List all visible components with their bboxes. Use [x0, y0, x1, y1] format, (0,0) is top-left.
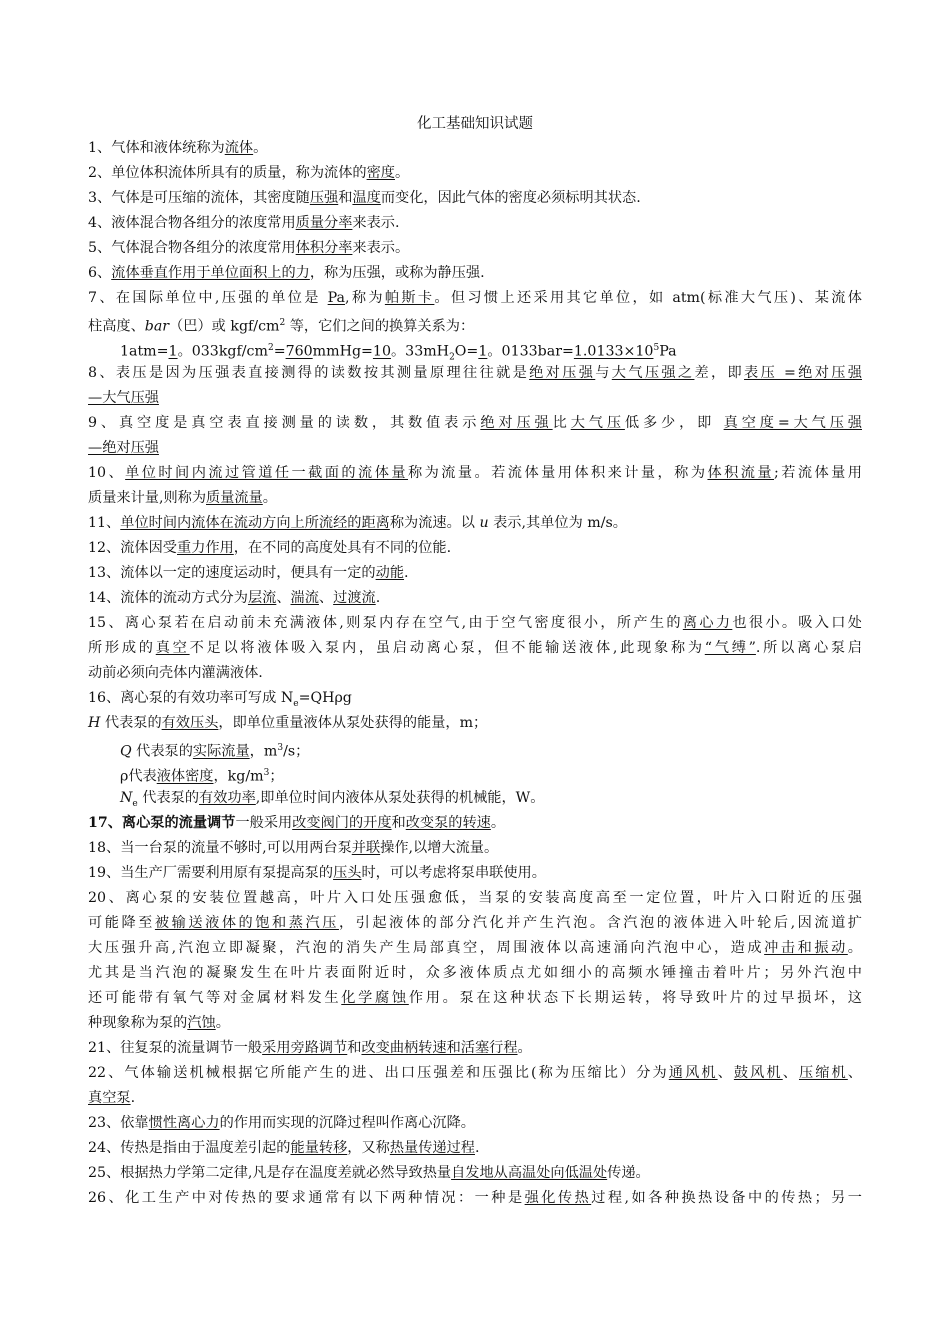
answer-blank-text: 质量流量 — [206, 490, 263, 506]
text-line — [88, 461, 862, 486]
text-span: 2、单位体积流体所具有的质量，称为流体的 — [88, 165, 367, 181]
text-span: 、 — [782, 1065, 799, 1081]
text-span: ，在不同的高度处具有不同的位能. — [233, 540, 452, 556]
text-line — [88, 1086, 862, 1111]
text-span: 。 — [215, 1015, 230, 1031]
text-span: .所以离心泵启 — [755, 640, 862, 656]
text-span: = — [273, 343, 286, 360]
text-span: 和 — [338, 190, 353, 206]
text-span: 2 — [267, 343, 274, 353]
text-line — [88, 886, 862, 911]
answer-blank-text: 真空泵 — [88, 1090, 131, 1106]
text-span: . — [474, 1140, 480, 1156]
text-span: 21、往复泵的流量调节一般 — [88, 1040, 263, 1056]
text-span: 、 — [318, 590, 334, 606]
text-span: 17、离心泵的流量调节 — [88, 815, 236, 831]
text-line — [88, 261, 862, 286]
text-line — [88, 761, 862, 786]
answer-blank-text: 改变泵的转速 — [405, 815, 491, 831]
text-span: 14、流体的流动方式分为 — [88, 590, 248, 606]
text-span: 、 — [847, 1065, 862, 1081]
text-span: ，引起液体的部分汽化并产生汽泡。含汽泡的液体进入叶轮后,因流道扩 — [338, 915, 862, 931]
answer-blank-text: 温度 — [352, 190, 381, 206]
text-line — [88, 1036, 862, 1061]
text-span: 2 — [449, 352, 455, 363]
text-span: e — [293, 698, 299, 709]
text-span: . — [130, 1090, 136, 1106]
text-span: ； — [269, 768, 284, 785]
answer-blank-text: 自发地从高温处向低温处 — [451, 1165, 608, 1181]
text-span: ，又称 — [347, 1140, 390, 1156]
text-line — [88, 736, 862, 761]
answer-blank-text: 冲击和振动 — [764, 940, 848, 956]
answer-blank-text: 并联 — [351, 840, 381, 856]
text-span: 质量来计量,则称为 — [88, 490, 207, 506]
text-span: ρ代表 — [120, 768, 157, 785]
text-line — [88, 1011, 862, 1036]
answer-blank-text: 压缩机 — [798, 1065, 848, 1081]
text-line — [88, 911, 862, 936]
text-span: 26、化工生产中对传热的要求通常有以下两种情况：一种是 — [88, 1190, 525, 1206]
text-span: 。 — [847, 940, 862, 956]
text-span: 3 — [277, 743, 284, 753]
text-line — [88, 786, 862, 811]
text-span: 动前必须向壳体内灌满液体. — [88, 665, 263, 681]
answer-blank-text: 液体密度 — [156, 768, 214, 785]
text-span: =QHρg — [298, 690, 352, 706]
answer-blank-text: 表压 =绝对压强 — [744, 365, 862, 381]
text-span: 柱高度、 — [88, 318, 145, 335]
text-span: /s； — [283, 743, 310, 760]
text-span: 所形成的 — [88, 640, 156, 656]
text-span: 低多少，即 — [624, 415, 724, 431]
answer-blank-text: 有效压头 — [161, 715, 219, 731]
answer-blank-text: 层流 — [247, 590, 277, 606]
text-span: 。 — [394, 165, 410, 181]
text-line — [88, 636, 862, 661]
text-line — [88, 711, 862, 736]
text-span: 还可能带有氧气等对金属材料发生 — [88, 990, 342, 1006]
text-span: 7、在国际单位中,压强的单位是 — [88, 290, 328, 306]
answer-blank-text: 760 — [285, 343, 313, 360]
answer-blank-text: 有效功率 — [199, 790, 256, 806]
text-line — [88, 661, 862, 686]
answer-blank-text: 真空 — [155, 640, 190, 656]
answer-blank-text: 质量分率 — [295, 215, 353, 231]
text-line — [88, 611, 862, 636]
text-span: e — [132, 798, 138, 809]
text-span: 大压强升高,汽泡立即凝聚，汽泡的消失产生局部真空，周围液体以高速涌向汽泡中心，造成 — [88, 940, 765, 956]
text-span: 代表泵的 — [137, 790, 200, 806]
text-span: 表示,其单位为 m/s。 — [488, 515, 627, 531]
text-span: 。 — [490, 815, 506, 831]
text-span: 操作,以增大流量。 — [380, 840, 499, 856]
text-line — [88, 686, 862, 711]
text-span: 、 — [717, 1065, 734, 1081]
text-line — [88, 1061, 862, 1086]
answer-blank-text: —大气压强 — [88, 390, 159, 406]
text-span: ,即单位时间内液体从泵处获得的机械能，W。 — [255, 790, 545, 806]
text-line — [88, 186, 862, 211]
answer-blank-text: —绝对压强 — [88, 440, 159, 456]
answer-blank-text: 改变曲柄转速和活塞行程 — [361, 1040, 518, 1056]
answer-blank-text: 强化传热 — [524, 1190, 592, 1206]
text-span: . — [375, 590, 381, 606]
text-span: 。但习惯上还采用其它单位，如 atm(标准大气压)、某流体 — [434, 290, 862, 306]
answer-blank-text: 鼓风机 — [733, 1065, 783, 1081]
text-span: 25、根据热力学第二定律,凡是存在温度差就必然导致热量 — [88, 1165, 452, 1181]
text-span: 和 — [391, 815, 406, 831]
text-span: 传递。 — [607, 1165, 650, 1181]
text-line — [88, 1161, 862, 1186]
answer-blank-text: 1.0133×10 — [573, 343, 654, 360]
answer-blank-text: 体积分率 — [295, 240, 353, 256]
text-span: （巴）或 kgf/cm — [169, 318, 280, 335]
answer-blank-text: 惯性离心力 — [148, 1115, 220, 1131]
text-span: 15、离心泵若在启动前未充满液体,则泵内存在空气,由于空气密度很小，所产生的 — [88, 615, 683, 631]
text-span: 16、离心泵的有效功率可写成 N — [88, 690, 294, 706]
text-span: 作用。泵在这种状态下长期运转，将导致叶片的过早损坏，这 — [408, 990, 862, 1006]
answer-blank-text: 绝对压强 — [480, 415, 553, 431]
answer-blank-text: 湍流 — [290, 590, 319, 606]
text-line — [88, 161, 862, 186]
text-span: 种现象称为泵的 — [88, 1015, 188, 1031]
text-span: 与 — [595, 365, 612, 381]
answer-blank-text: 1 — [478, 343, 488, 360]
answer-blank-text: 大气压 — [570, 415, 625, 431]
text-span: ，称为压强，或称为静压强. — [309, 265, 485, 281]
text-span: 时，可以考虑将泵串联使用。 — [361, 865, 546, 881]
answer-blank-text: 能量转移 — [290, 1140, 348, 1156]
text-line — [88, 511, 862, 536]
text-span: 2 — [279, 318, 286, 328]
text-span: . — [404, 565, 409, 581]
text-line — [88, 236, 862, 261]
text-line — [88, 286, 862, 311]
text-span: 。0133bar= — [487, 343, 574, 360]
text-span: 的作用而实现的沉降过程叫作离心沉降。 — [219, 1115, 475, 1131]
text-span: 11、 — [88, 515, 121, 531]
text-span: ，即单位重量液体从泵处获得的能量，m； — [218, 715, 488, 731]
text-span: 也很小。吸入口处 — [732, 615, 862, 631]
answer-blank-text: 单位时间内流体在流动方向上所流经的距离 — [120, 515, 390, 531]
answer-blank-text: 体积流量 — [707, 465, 775, 481]
text-span: 代表泵的 — [131, 743, 193, 760]
text-span: 22、气体输送机械根据它所能产生的进、出口压强差和压强比(称为压缩比）分为 — [88, 1065, 669, 1081]
text-span: 。 — [253, 140, 268, 156]
text-line — [88, 986, 862, 1011]
answer-blank-text: 实际流量 — [192, 743, 250, 760]
text-span: ，kg/m — [213, 768, 264, 785]
answer-blank-text: 动能 — [375, 565, 405, 581]
text-span: 和 — [347, 1040, 362, 1056]
answer-blank-text: 1 — [168, 343, 178, 360]
text-line — [88, 336, 862, 361]
document-title: 化工基础知识试题 — [417, 116, 533, 132]
text-span: 5、气体混合物各组分的浓度常用 — [88, 240, 296, 256]
answer-blank-text: 过渡流 — [333, 590, 376, 606]
answer-blank-text: 绝对压强 — [529, 365, 596, 381]
text-span: u — [479, 515, 489, 531]
text-span: ，m — [249, 743, 278, 760]
answer-blank-text: 采用旁路调节 — [262, 1040, 348, 1056]
text-span: 12、流体因受 — [88, 540, 177, 556]
text-span: 3 — [263, 768, 270, 778]
text-line — [88, 586, 862, 611]
text-span: 、 — [276, 590, 291, 606]
text-span: ,称为 — [345, 290, 385, 306]
answer-blank-text: 离心力 — [682, 615, 733, 631]
answer-blank-text: “气缚” — [704, 640, 756, 656]
text-span: 称为流量。若流体量用体积来计量，称为 — [407, 465, 708, 481]
text-span: 尤其是当汽泡的凝聚发生在叶片表面附近时，众多液体质点尤如细小的高频水锤撞击着叶片；另外汽泡中 — [88, 965, 862, 981]
text-line — [88, 536, 862, 561]
text-line — [88, 961, 862, 986]
answer-blank-text: Pa — [327, 290, 346, 306]
answer-blank-text: 被输送液体的饱和蒸汽压 — [154, 915, 339, 931]
answer-blank-text: 帕斯卡 — [384, 290, 435, 306]
text-span: O= — [454, 343, 479, 360]
text-span: 5 — [653, 343, 660, 353]
answer-blank-text: 流体 — [224, 140, 254, 156]
text-span: 不足以将液体吸入泵内，虽启动离心泵，但不能输送液体,此现象称为 — [189, 640, 705, 656]
text-span: 24、传热是指由于温度差引起的 — [88, 1140, 291, 1156]
text-line — [88, 1111, 862, 1136]
document-body — [88, 136, 862, 1211]
text-span: 而变化，因此气体的密度必须标明其状态. — [380, 190, 641, 206]
text-span: 。 — [262, 490, 277, 506]
text-line — [88, 311, 862, 336]
text-span: N — [120, 790, 133, 806]
document-page — [88, 112, 862, 1211]
answer-blank-text: 单位时间内流过管道任一截面的流体量 — [125, 465, 408, 481]
text-span: 过程,如各种换热设备中的传热；另一 — [591, 1190, 862, 1206]
text-span: H — [88, 715, 101, 731]
answer-blank-text: 密度 — [366, 165, 395, 181]
text-span: 13、流体以一定的速度运动时，便具有一定的 — [88, 565, 376, 581]
text-span: 称为流速。以 — [389, 515, 480, 531]
text-line — [88, 436, 862, 461]
text-line — [88, 1186, 862, 1211]
text-line — [88, 936, 862, 961]
text-span: 18、当一台泵的流量不够时,可以用两台泵 — [88, 840, 352, 856]
answer-blank-text: 10 — [372, 343, 391, 360]
text-line — [88, 211, 862, 236]
text-span: Q — [120, 743, 132, 760]
text-line — [88, 411, 862, 436]
answer-blank-text: 大气压强之 — [611, 365, 695, 381]
answer-blank-text: 重力作用 — [177, 540, 234, 556]
text-line — [88, 1136, 862, 1161]
text-line — [88, 386, 862, 411]
answer-blank-text: 通风机 — [668, 1065, 718, 1081]
text-line — [88, 361, 862, 386]
text-span: Pa — [659, 343, 677, 360]
text-span: 1、气体和液体统称为 — [88, 140, 225, 156]
text-span: 9、真空度是真空表直接测量的读数，其数值表示 — [88, 415, 481, 431]
text-span: 6、 — [88, 265, 112, 281]
text-line — [88, 811, 862, 836]
text-line — [88, 136, 862, 161]
text-span: ;若流体量用 — [774, 465, 862, 481]
text-span: 代表泵的 — [100, 715, 162, 731]
text-line — [88, 861, 862, 886]
text-span: 1atm= — [120, 343, 169, 360]
text-span: 比 — [552, 415, 571, 431]
text-span: bar — [144, 318, 170, 335]
answer-blank-text: 压头 — [333, 865, 362, 881]
text-span: 19、当生产厂需要利用原有泵提高泵的 — [88, 865, 334, 881]
text-span: 来表示。 — [352, 240, 410, 256]
text-span: 等，它们之间的换算关系为： — [285, 318, 475, 335]
text-span: 来表示. — [352, 215, 400, 231]
answer-blank-text: 热量传递过程 — [389, 1140, 475, 1156]
text-span: 可能降至 — [88, 915, 155, 931]
text-span: mmHg= — [312, 343, 373, 360]
answer-blank-text: 真空度=大气压强 — [723, 415, 862, 431]
text-line — [88, 561, 862, 586]
text-span: 一般采用 — [235, 815, 293, 831]
text-span: 3、气体是可压缩的流体，其密度随 — [88, 190, 310, 206]
text-span: 差，即 — [694, 365, 745, 381]
answer-blank-text: 改变阀门的开度 — [292, 815, 392, 831]
text-span: 10、 — [88, 465, 126, 481]
text-span: 20、离心泵的安装位置越高，叶片入口处压强愈低，当泵的安装高度高至一定位置，叶片入口附近的压强 — [88, 890, 862, 906]
text-line — [88, 836, 862, 861]
text-span: 。 — [517, 1040, 532, 1056]
text-span: 。033kgf/cm — [177, 343, 268, 360]
text-line — [88, 486, 862, 511]
text-span: 8、表压是因为压强表直接测得的读数按其测量原理往往就是 — [88, 365, 530, 381]
answer-blank-text: 化学腐蚀 — [341, 990, 409, 1006]
text-span: 4、液体混合物各组分的浓度常用 — [88, 215, 296, 231]
text-span: 。33mH — [390, 343, 450, 360]
answer-blank-text: 汽蚀 — [187, 1015, 216, 1031]
answer-blank-text: 压强 — [309, 190, 339, 206]
text-span: 23、依靠 — [88, 1115, 149, 1131]
answer-blank-text: 流体垂直作用于单位面积上的力 — [111, 265, 310, 281]
